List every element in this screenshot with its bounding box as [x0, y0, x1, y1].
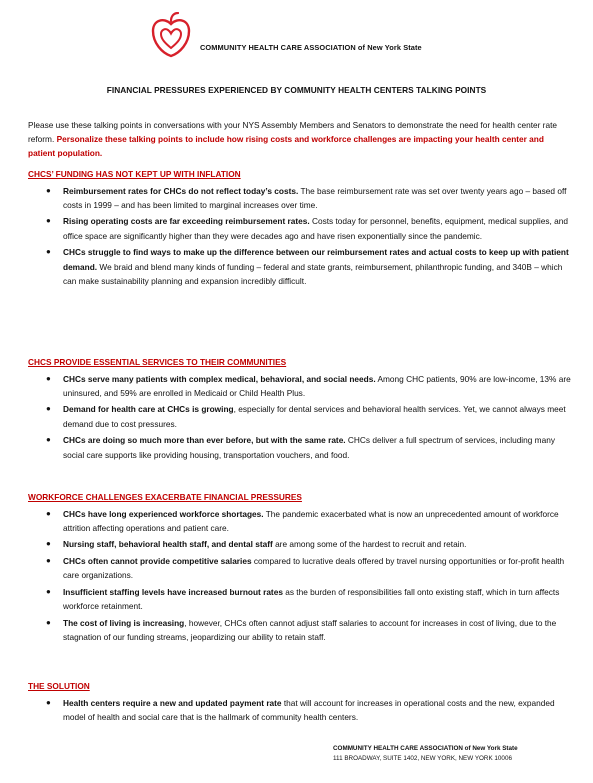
item-bold: Demand for health care at CHCs is growing — [63, 404, 234, 415]
list-item — [28, 184, 573, 212]
item-bold: Insufficient staffing levels have increased burnout rates — [63, 587, 283, 598]
item-text: as the burden of responsibilities fall onto existing staff, which in turn affects workforce retainment. — [63, 587, 560, 612]
item-text: CHCs deliver a full spectrum of services, including many social care supports like providing housing, transportation vouchers, and food. — [63, 435, 555, 460]
item-bold: CHCs serve many patients with complex medical, behavioral, and social needs. — [63, 373, 376, 384]
item-text: Costs today for personnel, benefits, equipment, medical supplies, and office space are significantly higher than they were decades ago and have risen exponentially since the pandemic. — [63, 216, 568, 241]
list-item — [28, 616, 573, 644]
bullet-icon: ● — [46, 556, 51, 566]
item-text: The base reimbursement rate was set over twenty years ago – based off costs in 1999 – and has been limited to marginal increases over time. — [63, 185, 567, 210]
footer-address: 111 BROADWAY, SUITE 1402, NEW YORK, NEW YORK 10006 — [333, 755, 512, 762]
item-text: compared to lucrative deals offered by travel nursing opportunities or for-profit health care organizations. — [63, 556, 565, 581]
section-heading: THE SOLUTION — [28, 681, 90, 691]
item-text: , however, CHCs often cannot adjust staff salaries to account for increases in cost of living, due to the stagnation of our funding streams, jeopardizing our ability to retain staff. — [63, 617, 557, 643]
item-bold: The cost of living is increasing — [63, 617, 185, 628]
bullet-list — [28, 184, 573, 288]
item-bold: CHCs have long experienced workforce shortages. — [63, 508, 264, 519]
item-bold: Nursing staff, behavioral health staff, and dental staff — [63, 539, 273, 550]
section-funding — [28, 167, 573, 288]
intro-emphasis: Personalize these talking points to include how rising costs and workforce challenges are impacting your health center and patient population. — [28, 134, 544, 159]
bullet-icon: ● — [46, 404, 51, 414]
item-bold: Health centers require a new and updated payment rate — [63, 697, 282, 708]
list-item — [28, 696, 573, 724]
bullet-icon: ● — [46, 539, 51, 549]
list-item — [28, 214, 573, 242]
section-solution — [28, 679, 573, 724]
list-item — [28, 585, 573, 613]
list-item — [28, 537, 573, 551]
section-heading: CHCS PROVIDE ESSENTIAL SERVICES TO THEIR COMMUNITIES — [28, 357, 287, 367]
footer-org-name: COMMUNITY HEALTH CARE ASSOCIATION of New York State — [333, 745, 518, 752]
section-heading: CHCS’ FUNDING HAS NOT KEPT UP WITH INFLATION — [28, 169, 241, 179]
bullet-icon: ● — [46, 247, 51, 257]
bullet-icon: ● — [46, 697, 51, 707]
list-item — [28, 372, 573, 400]
list-item — [28, 554, 573, 582]
footer — [333, 744, 518, 764]
apple-heart-logo-icon — [150, 12, 192, 58]
section-heading: WORKFORCE CHALLENGES EXACERBATE FINANCIAL PRESSURES — [28, 492, 302, 502]
list-item — [28, 245, 573, 288]
item-text: We braid and blend many kinds of funding – federal and state grants, reimbursement, philanthropic funding, and 340B – which can make sustainability planning and expansion incredibly difficult. — [63, 261, 563, 286]
item-bold: Reimbursement rates for CHCs do not reflect today’s costs. — [63, 185, 299, 196]
section-workforce — [28, 490, 573, 644]
org-header-name: COMMUNITY HEALTH CARE ASSOCIATION of New York State — [200, 43, 422, 52]
item-bold: CHCs struggle to find ways to make up the difference between our reimbursement rates and actual costs to keep up with patient demand. — [63, 247, 569, 272]
bullet-list — [28, 372, 573, 462]
bullet-icon: ● — [46, 435, 51, 445]
bullet-icon: ● — [46, 508, 51, 518]
list-item — [28, 507, 573, 535]
bullet-icon: ● — [46, 587, 51, 597]
item-text: , especially for dental services and behavioral health services. Yet, we cannot always meet demand due to cost pressures. — [63, 404, 566, 429]
list-item — [28, 433, 573, 461]
item-bold: Rising operating costs are far exceeding reimbursement rates. — [63, 216, 310, 227]
bullet-icon: ● — [46, 185, 51, 195]
bullet-icon: ● — [46, 373, 51, 383]
item-bold: CHCs are doing so much more than ever before, but with the same rate. — [63, 435, 346, 446]
list-item — [28, 402, 573, 430]
page-title: FINANCIAL PRESSURES EXPERIENCED BY COMMUNITY HEALTH CENTERS TALKING POINTS — [106, 85, 487, 95]
intro-paragraph — [28, 118, 568, 161]
item-text: that will account for increases in operational costs and the new, expanded model of health and social care that is the hallmark of community health centers. — [63, 697, 555, 722]
intro-text: Please use these talking points in conversations with your NYS Assembly Members and Senators to demonstrate the need for health center rate reform. — [28, 120, 557, 145]
item-bold: CHCs often cannot provide competitive salaries — [63, 556, 252, 567]
bullet-icon: ● — [46, 216, 51, 226]
section-services — [28, 355, 573, 462]
bullet-list — [28, 507, 573, 645]
item-text: Among CHC patients, 90% are low-income, 13% are uninsured, and 59% are enrolled in Medicaid or Child Health Plus. — [63, 373, 571, 398]
bullet-icon: ● — [46, 617, 51, 627]
item-text: The pandemic exacerbated what is now an unprecedented amount of workforce attrition affecting operations and patient care. — [63, 508, 559, 533]
item-text: are among some of the hardest to recruit and retain. — [272, 539, 467, 550]
bullet-list — [28, 696, 573, 724]
